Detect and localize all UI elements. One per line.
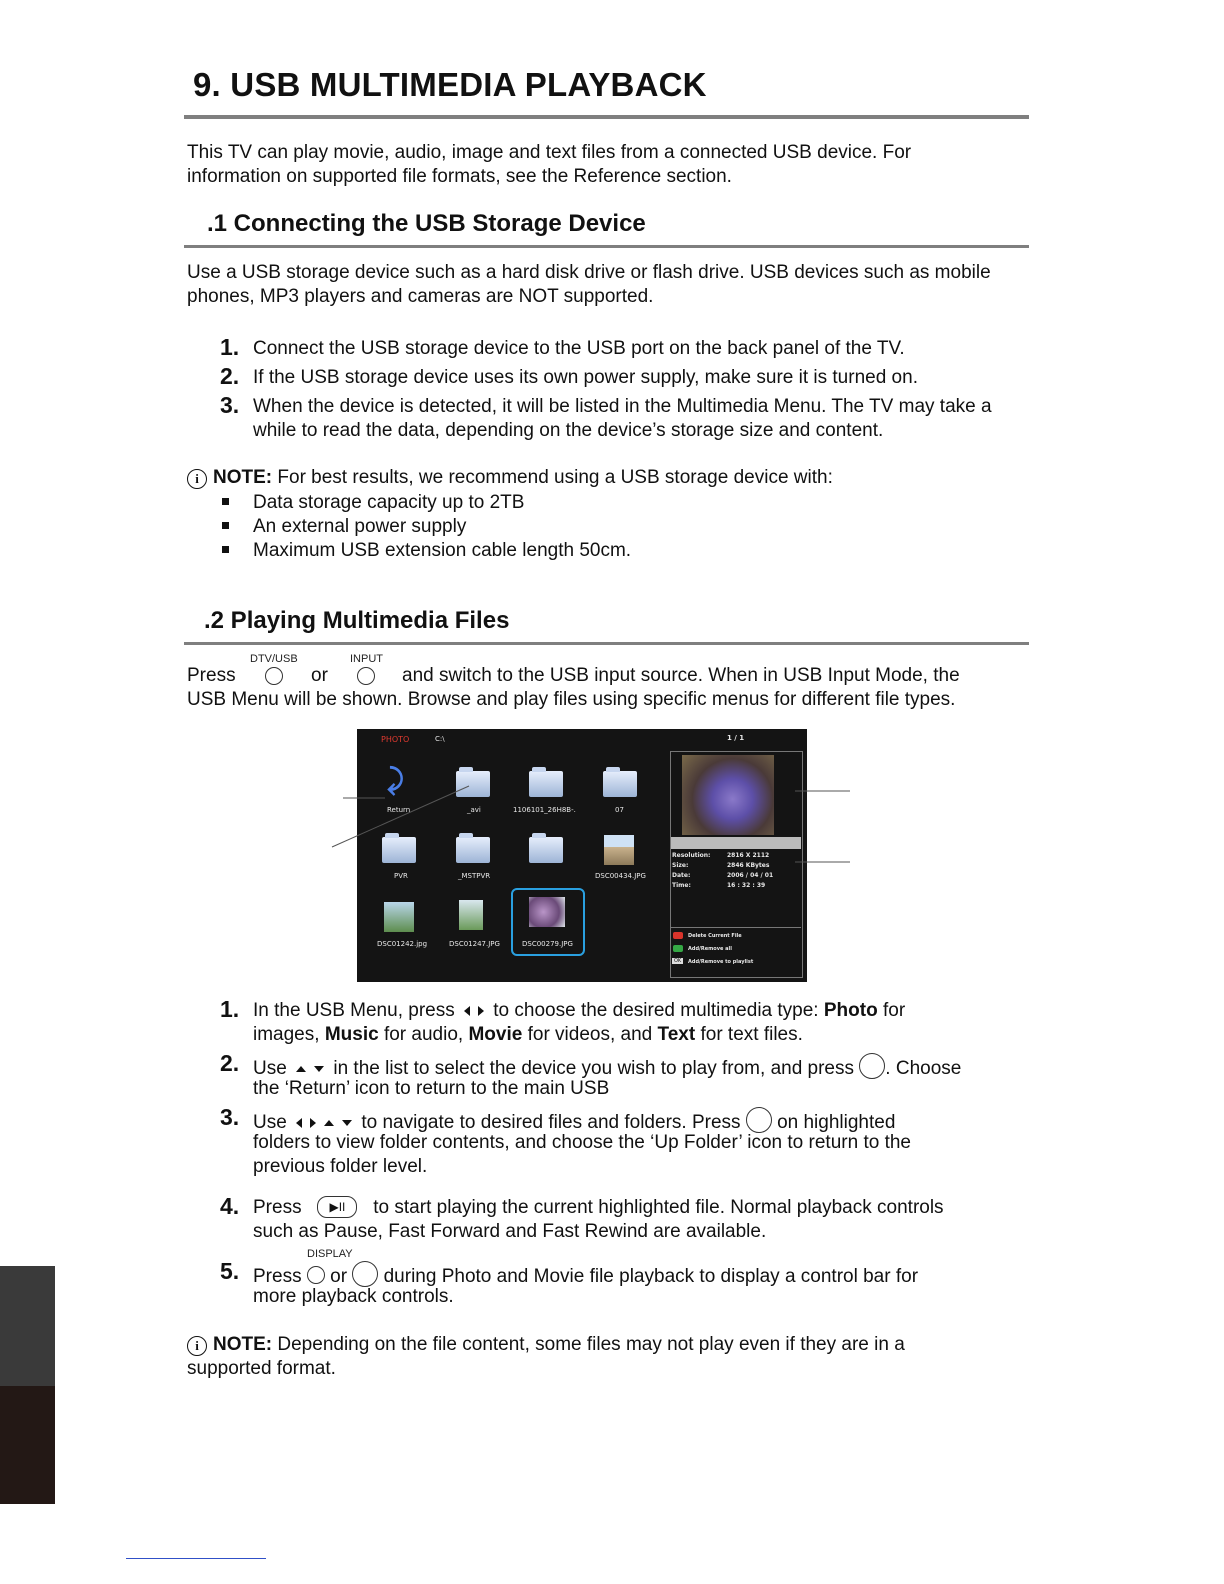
play-pause-button-icon: ▶II [317,1196,357,1218]
note-label: NOTE: [213,1334,273,1355]
note-text: Depending on the file content, some files may not play even if they are in a [277,1334,905,1355]
file-label: 07 [615,806,624,814]
up-arrow-icon [324,1120,334,1126]
s1-step-text: When the device is detected, it will be listed in the Multimedia Menu. The TV may take a while to read the data, depending on the device’s storage size and content. [253,396,992,441]
s2-step4-line1: Press ▶II to start playing the current highlighted file. Normal playback controls [253,1197,944,1218]
press-line2: USB Menu will be shown. Browse and play files using specific menus for different file types. [187,689,956,710]
side-tab-lower [0,1386,55,1504]
info-value: 2846 KBytes [727,862,770,869]
left-arrow-icon [296,1118,302,1128]
s2-step5-line2: more playback controls. [253,1286,454,1307]
page-label: 1 / 1 [727,734,745,742]
info-icon: i [187,1336,207,1356]
s2-step-num: 4. [220,1193,240,1219]
s1-step-text: If the USB storage device uses its own power supply, make sure it is turned on. [253,367,918,388]
ok-button-icon [746,1107,772,1133]
info-value: 2816 X 2112 [727,852,770,859]
s2-step-num: 2. [220,1050,240,1076]
s1-step-num: 1. [220,334,240,360]
up-arrow-icon [296,1066,306,1072]
note-text: For best results, we recommend using a USB storage device with: [277,467,833,488]
input-label: INPUT [350,653,383,665]
s2-step1-line1: In the USB Menu, press to choose the desired multimedia type: Photo for [253,1000,906,1021]
s1-step-num: 3. [220,392,240,418]
info-label: Date: [672,872,691,879]
section1-paragraph: Use a USB storage device such as a hard disk drive or flash drive. USB devices such as mobile phones, MP3 players and cameras are NOT supported. [187,262,991,307]
ok-button-icon [859,1053,885,1079]
file-label: DSC01247.JPG [449,940,500,948]
side-tab-upper [0,1266,55,1386]
file-label: _MSTPVR [458,872,491,880]
s2-step3-line2: folders to view folder contents, and choose the ‘Up Folder’ icon to return to the [253,1132,911,1153]
legend-text: Delete Current File [688,933,742,939]
dtv-usb-label: DTV/USB [250,653,298,665]
s1-step-text: Connect the USB storage device to the USB port on the back panel of the TV. [253,338,905,359]
intro-paragraph: This TV can play movie, audio, image and text files from a connected USB device. For information on supported file formats, see the Reference section. [187,142,912,187]
note-label: NOTE: [213,467,273,488]
press-rest: and switch to the USB input source. When in USB Input Mode, the [402,665,960,686]
s2-step2-line2: the ‘Return’ icon to return to the main USB [253,1078,610,1099]
file-label: DSC00434.JPG [595,872,646,880]
info-label: Resolution: [672,852,711,859]
right-arrow-icon [310,1118,316,1128]
file-label: 1106101_26H8B-. [513,806,576,814]
file-label: PVR [394,872,408,880]
ok-key-icon: OK [674,958,682,964]
legend-text: Add/Remove to playlist [688,959,754,965]
section1-heading: .1 Connecting the USB Storage Device [207,210,646,237]
right-arrow-icon [478,1006,484,1016]
file-label: _avi [467,806,481,814]
info-icon: i [187,469,207,489]
s2-step5-line1: Press or during Photo and Movie file playback to display a control bar for [253,1261,918,1289]
s1-step-num: 2. [220,363,240,389]
section2-heading: .2 Playing Multimedia Files [204,607,510,634]
s2-step2-line1: Use in the list to select the device you wish to play from, and press . Choose [253,1053,961,1081]
info-value: 16 : 32 : 39 [727,882,766,889]
s2-step3-line1: Use to navigate to desired files and folders. Press on highlighted [253,1107,895,1135]
note-2 [187,1333,905,1357]
s2-step-num: 1. [220,996,240,1022]
page-title: 9. USB MULTIMEDIA PLAYBACK [193,66,707,103]
down-arrow-icon [342,1120,352,1126]
mode-label: PHOTO [381,735,410,744]
or-word: or [311,665,328,686]
display-button-icon [307,1266,325,1284]
info-value: 2006 / 04 / 01 [727,872,774,879]
footer-line [126,1558,266,1559]
s2-step3-line3: previous folder level. [253,1156,428,1177]
info-label: Time: [672,882,691,889]
s2-step-num: 5. [220,1258,240,1284]
file-label: DSC01242.jpg [377,940,428,948]
s2-step-num: 3. [220,1104,240,1130]
info-label: Size: [672,862,689,869]
return-icon: ⤸ [387,763,404,796]
file-label: DSC00279.JPG [522,940,573,948]
display-label: DISPLAY [307,1248,353,1260]
legend-text: Add/Remove all [688,946,732,952]
file-label: Return [387,806,411,814]
ok-button-icon [352,1261,378,1287]
s2-step4-line2: such as Pause, Fast Forward and Fast Rewind are available. [253,1221,767,1242]
path-label: C:\ [435,735,445,743]
press-word: Press [187,665,236,686]
bullet-item: An external power supply [253,516,467,537]
bullet-item: Data storage capacity up to 2TB [253,492,525,513]
callout-line-folder [332,786,469,847]
s2-step1-line2: images, Music for audio, Movie for videos, and Text for text files. [253,1024,803,1045]
bullet-item: Maximum USB extension cable length 50cm. [253,540,632,561]
down-arrow-icon [314,1066,324,1072]
left-arrow-icon [464,1006,470,1016]
note-2-line2: supported format. [187,1358,336,1379]
